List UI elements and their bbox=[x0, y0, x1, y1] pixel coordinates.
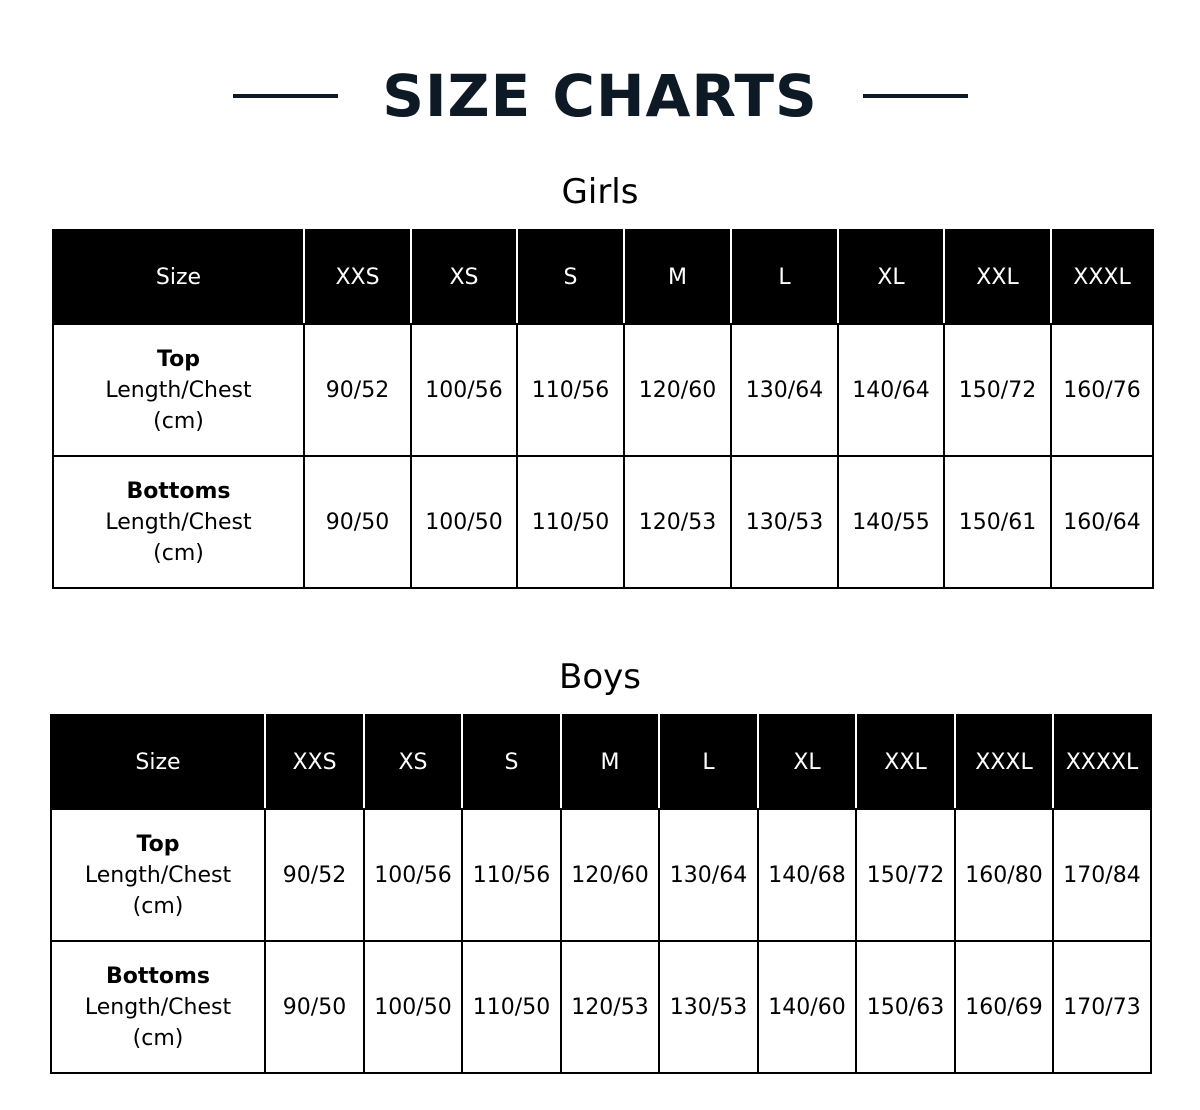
row-label-unit: (cm) bbox=[153, 408, 204, 434]
header-cell-size-xxl: XXL bbox=[944, 230, 1051, 324]
header-cell-size-xs: XS bbox=[411, 230, 517, 324]
row-label-main: Bottoms bbox=[105, 963, 211, 989]
table-cell: 110/50 bbox=[517, 456, 624, 588]
table-cell: 100/50 bbox=[411, 456, 517, 588]
row-label-unit: (cm) bbox=[153, 540, 204, 566]
table-cell: 100/56 bbox=[364, 809, 462, 941]
row-label bbox=[53, 324, 304, 456]
row-label bbox=[53, 456, 304, 588]
boys-size-table bbox=[50, 714, 1152, 1074]
girls-size-table bbox=[52, 229, 1154, 589]
table-cell: 150/72 bbox=[944, 324, 1051, 456]
header-cell-size-m: M bbox=[624, 230, 731, 324]
table-cell: 150/72 bbox=[856, 809, 955, 941]
row-label-unit: (cm) bbox=[132, 1025, 184, 1051]
table-cell: 160/80 bbox=[955, 809, 1053, 941]
header-cell-size-xxxxl: XXXXL bbox=[1053, 715, 1151, 809]
row-label-measure: Length/Chest bbox=[84, 994, 232, 1020]
table-cell: 160/76 bbox=[1051, 324, 1153, 456]
table-cell: 170/73 bbox=[1053, 941, 1151, 1073]
table-cell: 120/53 bbox=[624, 456, 731, 588]
table-cell: 90/52 bbox=[304, 324, 411, 456]
table-cell: 150/61 bbox=[944, 456, 1051, 588]
row-label bbox=[51, 809, 265, 941]
girls-section-title: Girls bbox=[561, 172, 639, 212]
boys-table-body bbox=[51, 809, 1151, 1073]
table-cell: 160/69 bbox=[955, 941, 1053, 1073]
header-cell-size-xxl: XXL bbox=[856, 715, 955, 809]
table-cell: 140/55 bbox=[838, 456, 944, 588]
table-row bbox=[53, 456, 1153, 588]
row-label-measure: Length/Chest bbox=[84, 862, 232, 888]
table-cell: 110/56 bbox=[517, 324, 624, 456]
row-label-measure: Length/Chest bbox=[105, 509, 252, 535]
table-cell: 130/53 bbox=[659, 941, 758, 1073]
header-cell-size-xxs: XXS bbox=[304, 230, 411, 324]
boys-section-title: Boys bbox=[559, 657, 641, 697]
table-row bbox=[51, 941, 1151, 1073]
table-cell: 100/50 bbox=[364, 941, 462, 1073]
header-cell-size-xxxl: XXXL bbox=[1051, 230, 1153, 324]
header-cell-size-xl: XL bbox=[758, 715, 856, 809]
row-label bbox=[51, 941, 265, 1073]
header-cell-size-l: L bbox=[731, 230, 838, 324]
header-cell-size-s: S bbox=[517, 230, 624, 324]
table-cell: 100/56 bbox=[411, 324, 517, 456]
table-cell: 120/53 bbox=[561, 941, 659, 1073]
page-title: SIZE CHARTS bbox=[382, 62, 818, 130]
header-cell-size-xxs: XXS bbox=[265, 715, 364, 809]
row-label-main: Bottoms bbox=[126, 478, 231, 504]
table-cell: 90/50 bbox=[304, 456, 411, 588]
table-cell: 170/84 bbox=[1053, 809, 1151, 941]
header-cell-size-xl: XL bbox=[838, 230, 944, 324]
girls-table-body bbox=[53, 324, 1153, 588]
table-cell: 160/64 bbox=[1051, 456, 1153, 588]
table-row bbox=[51, 809, 1151, 941]
row-label-unit: (cm) bbox=[132, 893, 184, 919]
header-cell-size: Size bbox=[53, 230, 304, 324]
header-cell-size-xxxl: XXXL bbox=[955, 715, 1053, 809]
header-cell-size-xs: XS bbox=[364, 715, 462, 809]
table-row bbox=[53, 324, 1153, 456]
table-cell: 130/64 bbox=[731, 324, 838, 456]
page-header bbox=[0, 58, 1200, 134]
header-cell-size-l: L bbox=[659, 715, 758, 809]
table-cell: 130/64 bbox=[659, 809, 758, 941]
header-cell-size: Size bbox=[51, 715, 265, 809]
table-cell: 90/52 bbox=[265, 809, 364, 941]
table-cell: 110/56 bbox=[462, 809, 561, 941]
header-cell-size-s: S bbox=[462, 715, 561, 809]
girls-header-row bbox=[53, 230, 1153, 324]
boys-header-row bbox=[51, 715, 1151, 809]
table-cell: 130/53 bbox=[731, 456, 838, 588]
header-cell-size-m: M bbox=[561, 715, 659, 809]
table-cell: 140/60 bbox=[758, 941, 856, 1073]
row-label-measure: Length/Chest bbox=[105, 377, 252, 403]
table-cell: 120/60 bbox=[624, 324, 731, 456]
title-divider-right bbox=[863, 94, 968, 98]
table-cell: 120/60 bbox=[561, 809, 659, 941]
table-cell: 140/64 bbox=[838, 324, 944, 456]
table-cell: 110/50 bbox=[462, 941, 561, 1073]
row-label-main: Top bbox=[157, 346, 200, 372]
table-cell: 90/50 bbox=[265, 941, 364, 1073]
table-cell: 150/63 bbox=[856, 941, 955, 1073]
row-label-main: Top bbox=[136, 831, 180, 857]
table-cell: 140/68 bbox=[758, 809, 856, 941]
